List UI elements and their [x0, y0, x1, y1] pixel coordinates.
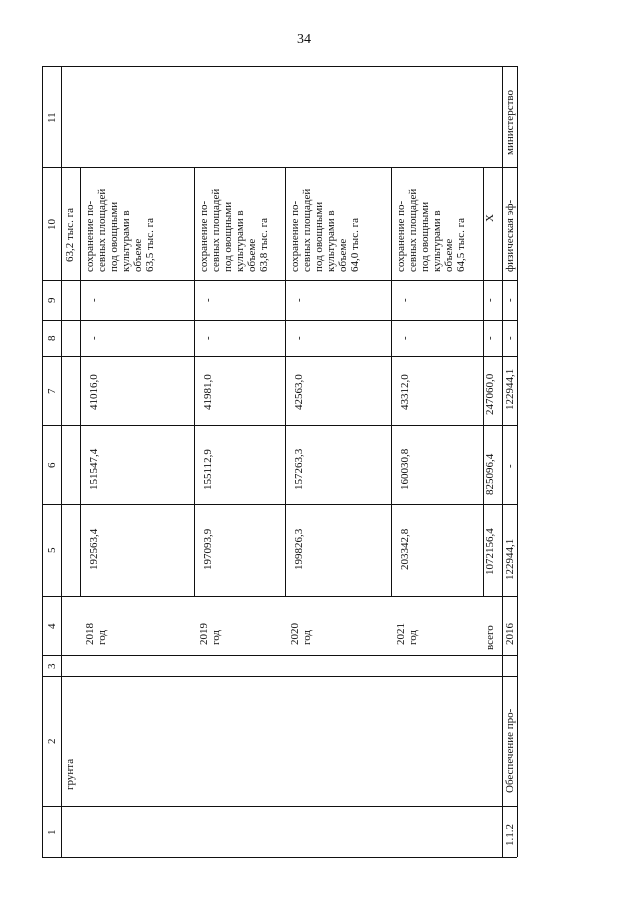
- table-column-rule: [42, 806, 517, 807]
- total-col8: -: [484, 336, 496, 340]
- value-col9: -: [399, 298, 411, 302]
- table-column-rule: [42, 504, 517, 505]
- table-column-rule: [42, 66, 517, 67]
- column-number: 1: [46, 829, 58, 835]
- table-row-rule: [391, 167, 392, 596]
- column-number: 3: [46, 663, 58, 669]
- table-column-rule: [42, 425, 517, 426]
- table-column-rule: [42, 356, 517, 357]
- table-border-left: [42, 66, 43, 857]
- period-label: год: [301, 629, 313, 645]
- total-col5: 1072156,4: [484, 528, 496, 575]
- col10-line: культурами в: [120, 210, 132, 272]
- column-number: 8: [46, 335, 58, 341]
- col10-line: севных площадей: [301, 188, 313, 272]
- total-label: всего: [484, 625, 496, 650]
- value-col5: 199826,3: [293, 528, 305, 570]
- col10-line: культурами в: [325, 210, 337, 272]
- next-col6: -: [504, 464, 516, 468]
- col10-line: под овощными: [222, 201, 234, 272]
- column-number: 2: [46, 738, 58, 744]
- total-col9: -: [484, 298, 496, 302]
- column-number: 10: [46, 218, 58, 230]
- col10-line: 64,5 тыс. га: [455, 218, 467, 272]
- table-row-rule: [80, 167, 81, 596]
- col10-line: севных площадей: [96, 188, 108, 272]
- col10-text: 63,2 тыс. га: [64, 208, 76, 262]
- value-col7: 41016,0: [88, 374, 100, 410]
- table-column-rule: [42, 676, 517, 677]
- column-number: 5: [46, 547, 58, 553]
- total-col7: 247060,0: [484, 373, 496, 415]
- column-number: 7: [46, 388, 58, 394]
- table-row-rule: [194, 167, 195, 596]
- table-column-rule: [42, 280, 517, 281]
- total-col6: 825096,4: [484, 453, 496, 495]
- period-label: год: [210, 629, 222, 645]
- value-col5: 192563,4: [88, 528, 100, 570]
- period-year: 2020: [289, 623, 301, 645]
- column-number: 4: [46, 623, 58, 629]
- col10-line: объеме: [246, 238, 258, 272]
- value-col8: -: [399, 336, 411, 340]
- value-col8: -: [202, 336, 214, 340]
- period-label: год: [96, 629, 108, 645]
- value-col9: -: [202, 298, 214, 302]
- col10-line: 64,0 тыс. га: [349, 218, 361, 272]
- col10-line: объеме: [132, 238, 144, 272]
- col10-line: под овощными: [419, 201, 431, 272]
- col10-line: сохранение по-: [395, 200, 407, 272]
- col10-line: под овощными: [313, 201, 325, 272]
- next-period: 2016: [504, 623, 516, 645]
- period-year: 2019: [198, 623, 210, 645]
- col10-line: севных площадей: [407, 188, 419, 272]
- value-col5: 197093,9: [202, 528, 214, 570]
- col10-line: севных площадей: [210, 188, 222, 272]
- column-number: 11: [46, 111, 58, 123]
- table-column-rule: [42, 320, 517, 321]
- next-col5: 122944,1: [504, 538, 516, 580]
- value-col6: 155112,9: [202, 449, 214, 490]
- value-col6: 151547,4: [88, 448, 100, 490]
- col10-line: культурами в: [431, 210, 443, 272]
- col10-line: 63,5 тыс. га: [144, 218, 156, 272]
- value-col9: -: [88, 298, 100, 302]
- period-label: год: [407, 629, 419, 645]
- value-col6: 160030,8: [399, 448, 411, 490]
- value-col8: -: [88, 336, 100, 340]
- col10-line: под овощными: [108, 201, 120, 272]
- value-col7: 41981,0: [202, 374, 214, 410]
- next-col8: -: [504, 336, 516, 340]
- col10-line: объеме: [337, 238, 349, 272]
- column-number: 9: [46, 297, 58, 303]
- table-rule: [61, 66, 62, 857]
- next-col7: 122944,1: [504, 368, 516, 410]
- row-title: Обеспечение про-: [504, 708, 516, 793]
- period-year: 2021: [395, 623, 407, 645]
- group-label-text: грунта: [64, 758, 76, 790]
- page-number: 34: [297, 32, 311, 47]
- value-col6: 157263,3: [293, 448, 305, 490]
- value-col9: -: [293, 298, 305, 302]
- table-column-rule: [42, 655, 517, 656]
- col10-line: сохранение по-: [84, 200, 96, 272]
- value-col7: 43312,0: [399, 374, 411, 410]
- value-col8: -: [293, 336, 305, 340]
- col10-line: объеме: [443, 238, 455, 272]
- table-border-right: [517, 66, 518, 857]
- next-col9: -: [504, 298, 516, 302]
- next-col11: министерство: [504, 89, 516, 155]
- period-year: 2018: [84, 623, 96, 645]
- value-col5: 203342,8: [399, 528, 411, 570]
- table-column-rule: [42, 167, 517, 168]
- table-column-rule: [42, 596, 517, 597]
- col10-line: сохранение по-: [198, 200, 210, 272]
- col10-line: культурами в: [234, 210, 246, 272]
- column-number: 6: [46, 462, 58, 468]
- col10-line: 63,8 тыс. га: [258, 218, 270, 272]
- table-column-rule: [42, 857, 517, 858]
- next-col10: физическая эф-: [504, 199, 516, 272]
- col10-line: сохранение по-: [289, 200, 301, 272]
- value-col7: 42563,0: [293, 374, 305, 410]
- table-row-rule: [285, 167, 286, 596]
- row-number: 1.1.2: [504, 824, 516, 846]
- total-col10: X: [484, 214, 496, 222]
- table-rule: [502, 66, 503, 857]
